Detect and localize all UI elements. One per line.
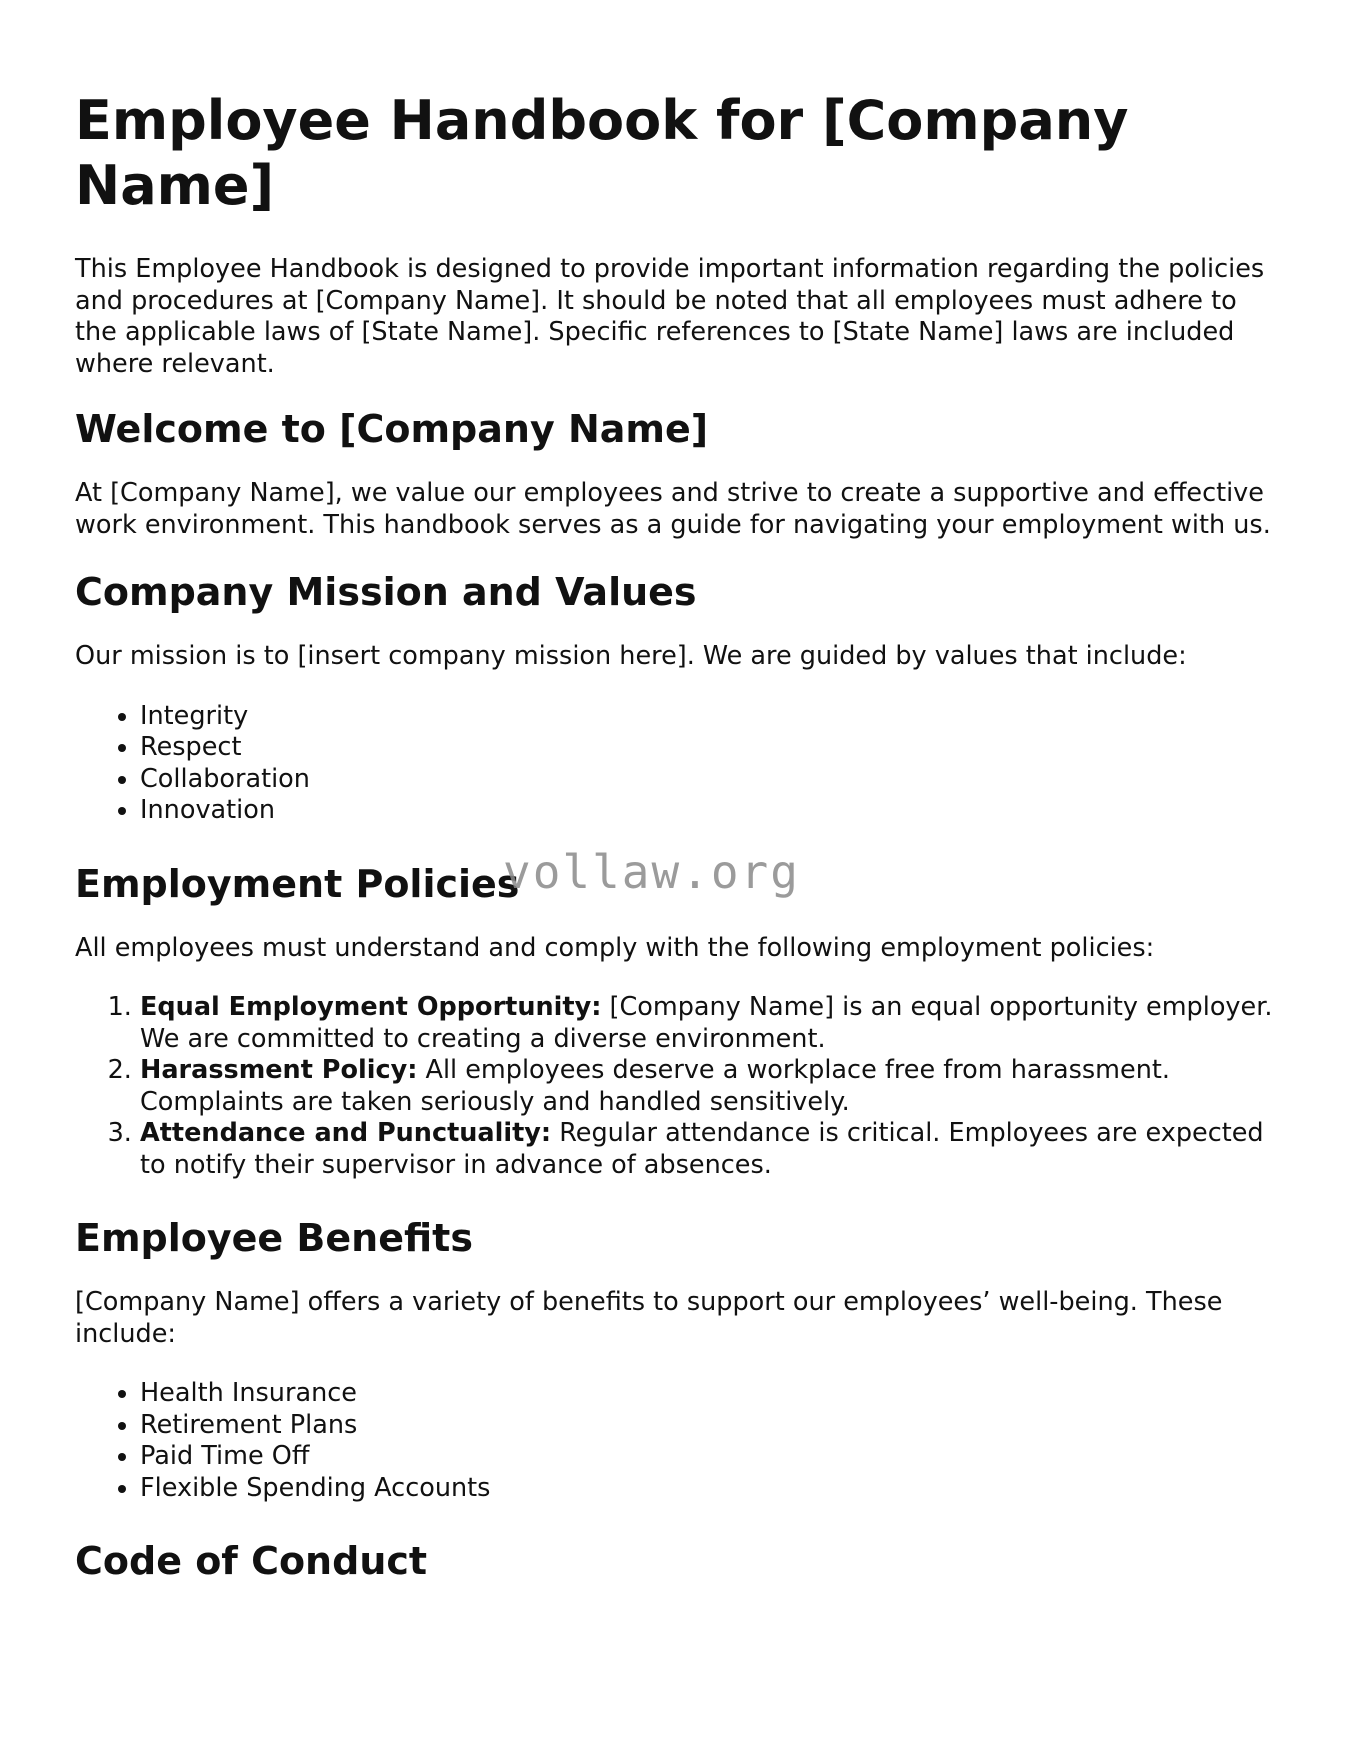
list-item: • Collaboration bbox=[140, 764, 1275, 796]
benefits-list bbox=[75, 1378, 1275, 1504]
policy-text: [Company Name] is an equal opportunity employer. We are committed to creating a diverse environment. bbox=[140, 992, 1273, 1054]
list-item: • Integrity bbox=[140, 701, 1275, 733]
list-item: • Flexible Spending Accounts bbox=[140, 1473, 1275, 1505]
list-item: • Health Insurance bbox=[140, 1378, 1275, 1410]
list-item bbox=[140, 1118, 1275, 1181]
section-heading-policies: Employment Policies bbox=[75, 861, 520, 906]
policy-label: Attendance and Punctuality: bbox=[140, 1118, 552, 1148]
mission-paragraph: Our mission is to [insert company mission here]. We are guided by values that include: bbox=[75, 641, 1187, 671]
document-title: Employee Handbook for [Company Name] bbox=[75, 89, 1129, 217]
section-heading-conduct: Code of Conduct bbox=[75, 1539, 428, 1583]
welcome-paragraph: At [Company Name], we value our employees and strive to create a supportive and effective work environment. This handbook serves as a guide for navigating your employment with us. bbox=[75, 478, 1271, 540]
policies-list bbox=[75, 992, 1275, 1181]
policy-label: Harassment Policy: bbox=[140, 1055, 418, 1085]
list-item bbox=[140, 992, 1275, 1055]
list-item: • Paid Time Off bbox=[140, 1441, 1275, 1473]
section-heading-mission: Company Mission and Values bbox=[75, 570, 697, 614]
list-item: • Innovation bbox=[140, 795, 1275, 827]
intro-paragraph: This Employee Handbook is designed to provide important information regarding the policies and procedures at [Company Name]. It should be noted that all employees must adhere to the applicable laws of [State Name]. Specific references to [State Name] laws are included where relevant. bbox=[75, 254, 1265, 379]
benefits-paragraph: [Company Name] offers a variety of benefits to support our employees’ well-being. These include: bbox=[75, 1287, 1223, 1349]
section-heading-welcome: Welcome to [Company Name] bbox=[75, 407, 709, 451]
list-item: • Respect bbox=[140, 732, 1275, 764]
list-item bbox=[140, 1055, 1275, 1118]
watermark: vollaw.org bbox=[503, 845, 800, 899]
section-heading-benefits: Employee Benefits bbox=[75, 1216, 473, 1260]
policies-paragraph: All employees must understand and comply with the following employment policies: bbox=[75, 932, 1155, 963]
values-list bbox=[75, 701, 1275, 827]
policy-text: Regular attendance is critical. Employees are expected to notify their supervisor in advance of absences. bbox=[140, 1118, 1264, 1180]
policy-label: Equal Employment Opportunity: bbox=[140, 992, 602, 1022]
policy-text: All employees deserve a workplace free from harassment. Complaints are taken seriously and handled sensitively. bbox=[140, 1055, 1170, 1117]
list-item: • Retirement Plans bbox=[140, 1410, 1275, 1442]
